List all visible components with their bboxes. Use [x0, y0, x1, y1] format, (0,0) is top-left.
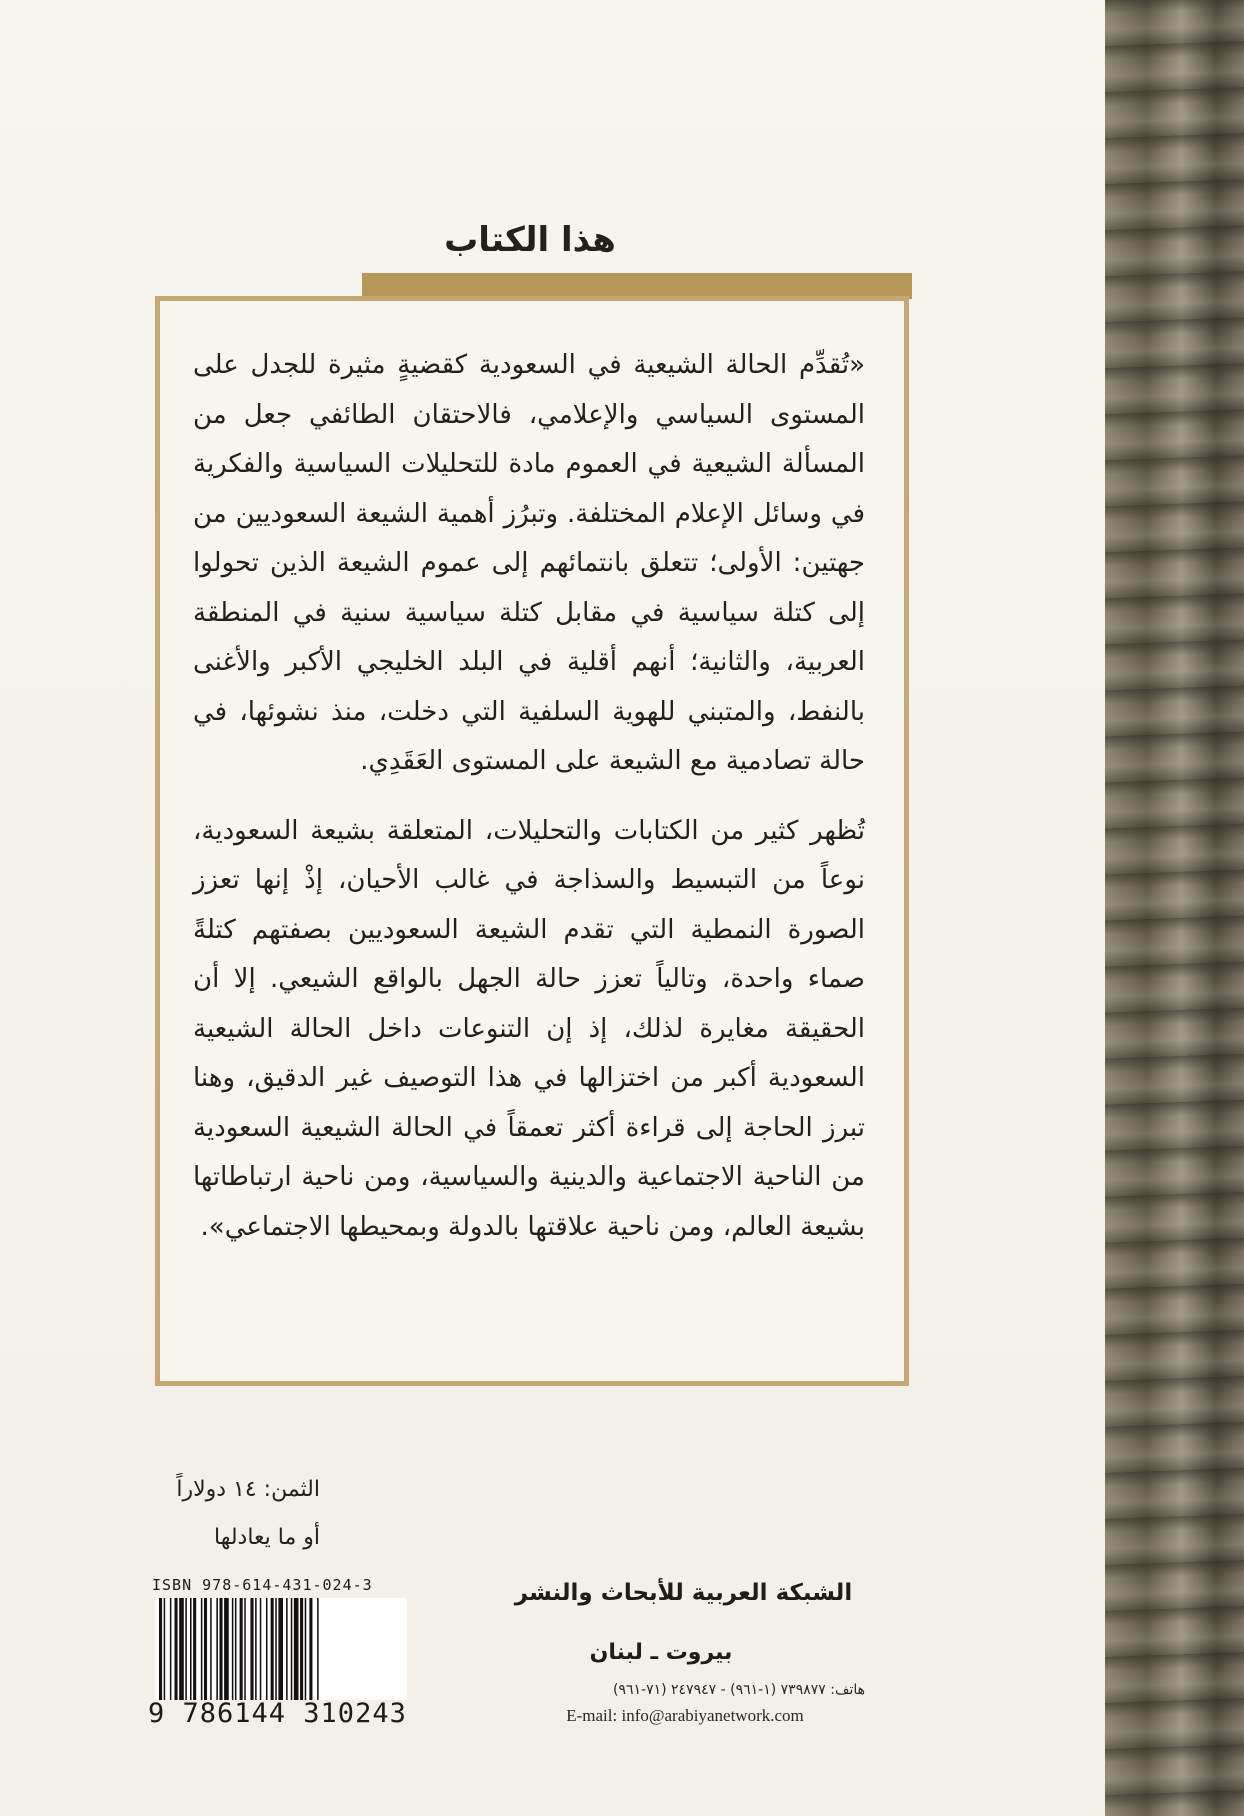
barcode-bar	[294, 1598, 299, 1700]
barcode-bar	[175, 1598, 178, 1700]
barcode-bar	[244, 1598, 246, 1700]
blurb-paragraph-2: تُظهر كثير من الكتابات والتحليلات، المتعلقة بشيعة السعودية، نوعاً من التبسيط والسذاجة في غالب الأحيان، إذْ إنها تعزز الصورة النمطية التي تقدم الشيعة السعوديين بصفتهم كتلةً صماء واحدة، وتالياً تعزز حالة الجهل بالواقع الشيعي. إلا أن الحقيقة مغايرة لذلك، إذ إن التنوعات داخل الحالة الشيعية السعودية أكبر من اختزالها في هذا التوصيف غير الدقيق، وهنا تبرز الحاجة إلى قراءة أكثر تعمقاً في الحالة الشيعية السعودية من الناحية الاجتماعية والدينية والسياسية، ومن ناحية ارتباطاتها بشيعة العالم، ومن ناحية علاقتها بالدولة وبمحيطها الاجتماعي».	[193, 815, 865, 1242]
barcode-digits: 9 786144 310243	[148, 1698, 407, 1729]
barcode-bar	[266, 1598, 268, 1700]
barcode-bar	[232, 1598, 234, 1700]
blurb-frame	[155, 296, 909, 1386]
barcode-bar	[255, 1598, 257, 1700]
book-heading: هذا الكتاب	[444, 220, 616, 260]
publisher-name: الشبكة العربية للأبحاث والنشر	[514, 1580, 853, 1606]
barcode-bar	[190, 1598, 192, 1700]
price-line: الثمن: ١٤ دولاراً	[176, 1477, 320, 1502]
barcode-bar	[201, 1598, 203, 1700]
publisher-city: بيروت ـ لبنان	[589, 1640, 733, 1665]
isbn-label: ISBN 978-614-431-024-3	[152, 1576, 373, 1594]
blurb-paragraph-1: «تُقدِّم الحالة الشيعية في السعودية كقضيةٍ مثيرة للجدل على المستوى السياسي والإعلامي، فالاحتقان الطائفي جعل من المسألة الشيعية في العموم مادة للتحليلات السياسية والفكرية في وسائل الإعلام المختلفة. وتبرُز أهمية الشيعة السعوديين من جهتين: الأولى؛ تتعلق بانتمائهم إلى عموم الشيعة الذين تحولوا إلى كتلة سياسية في مقابل كتلة سياسية سنية في المنطقة العربية، والثانية؛ أنهم أقلية في البلد الخليجي الأكبر والأغنى بالنفط، والمتبني للهوية السلفية التي دخلت، منذ نشوئها، في حالة تصادمية مع الشيعة على المستوى العَقَدِي.	[193, 350, 865, 776]
barcode-bar	[240, 1598, 243, 1700]
barcode-bar	[185, 1598, 187, 1700]
barcode-bar	[317, 1598, 319, 1700]
barcode-bar	[164, 1598, 166, 1700]
barcode-bar	[309, 1598, 312, 1700]
barcode-bar	[170, 1598, 172, 1700]
barcode-bar	[250, 1598, 253, 1700]
barcode-bar	[305, 1598, 307, 1700]
barcode-bar	[210, 1598, 212, 1700]
barcode-bar	[235, 1598, 237, 1700]
barcode-image	[155, 1598, 407, 1700]
barcode-bar	[271, 1598, 274, 1700]
barcode-bar	[219, 1598, 222, 1700]
barcode-bar	[193, 1598, 196, 1700]
barcode-bar	[286, 1598, 288, 1700]
publisher-email: E-mail: info@arabiyanetwork.com	[566, 1706, 804, 1725]
barcode-bar	[291, 1598, 293, 1700]
price-block	[140, 1466, 320, 1562]
spine-photo	[1105, 0, 1244, 1816]
barcode-bar	[216, 1598, 218, 1700]
barcode-bar	[179, 1598, 184, 1700]
barcode-bar	[260, 1598, 262, 1700]
barcode-bar	[278, 1598, 283, 1700]
barcode-bar	[300, 1598, 303, 1700]
publisher-phone: هاتف: ٧٣٩٨٧٧ (١-٩٦١) - ٢٤٧٩٤٧ (٧١-٩٦١)	[612, 1682, 865, 1698]
blurb-text	[193, 341, 865, 1252]
barcode-bar	[204, 1598, 207, 1700]
price-equivalent: أو ما يعادلها	[214, 1525, 320, 1550]
barcode-bar	[159, 1598, 162, 1700]
barcode-bar	[224, 1598, 229, 1700]
barcode-bar	[275, 1598, 277, 1700]
